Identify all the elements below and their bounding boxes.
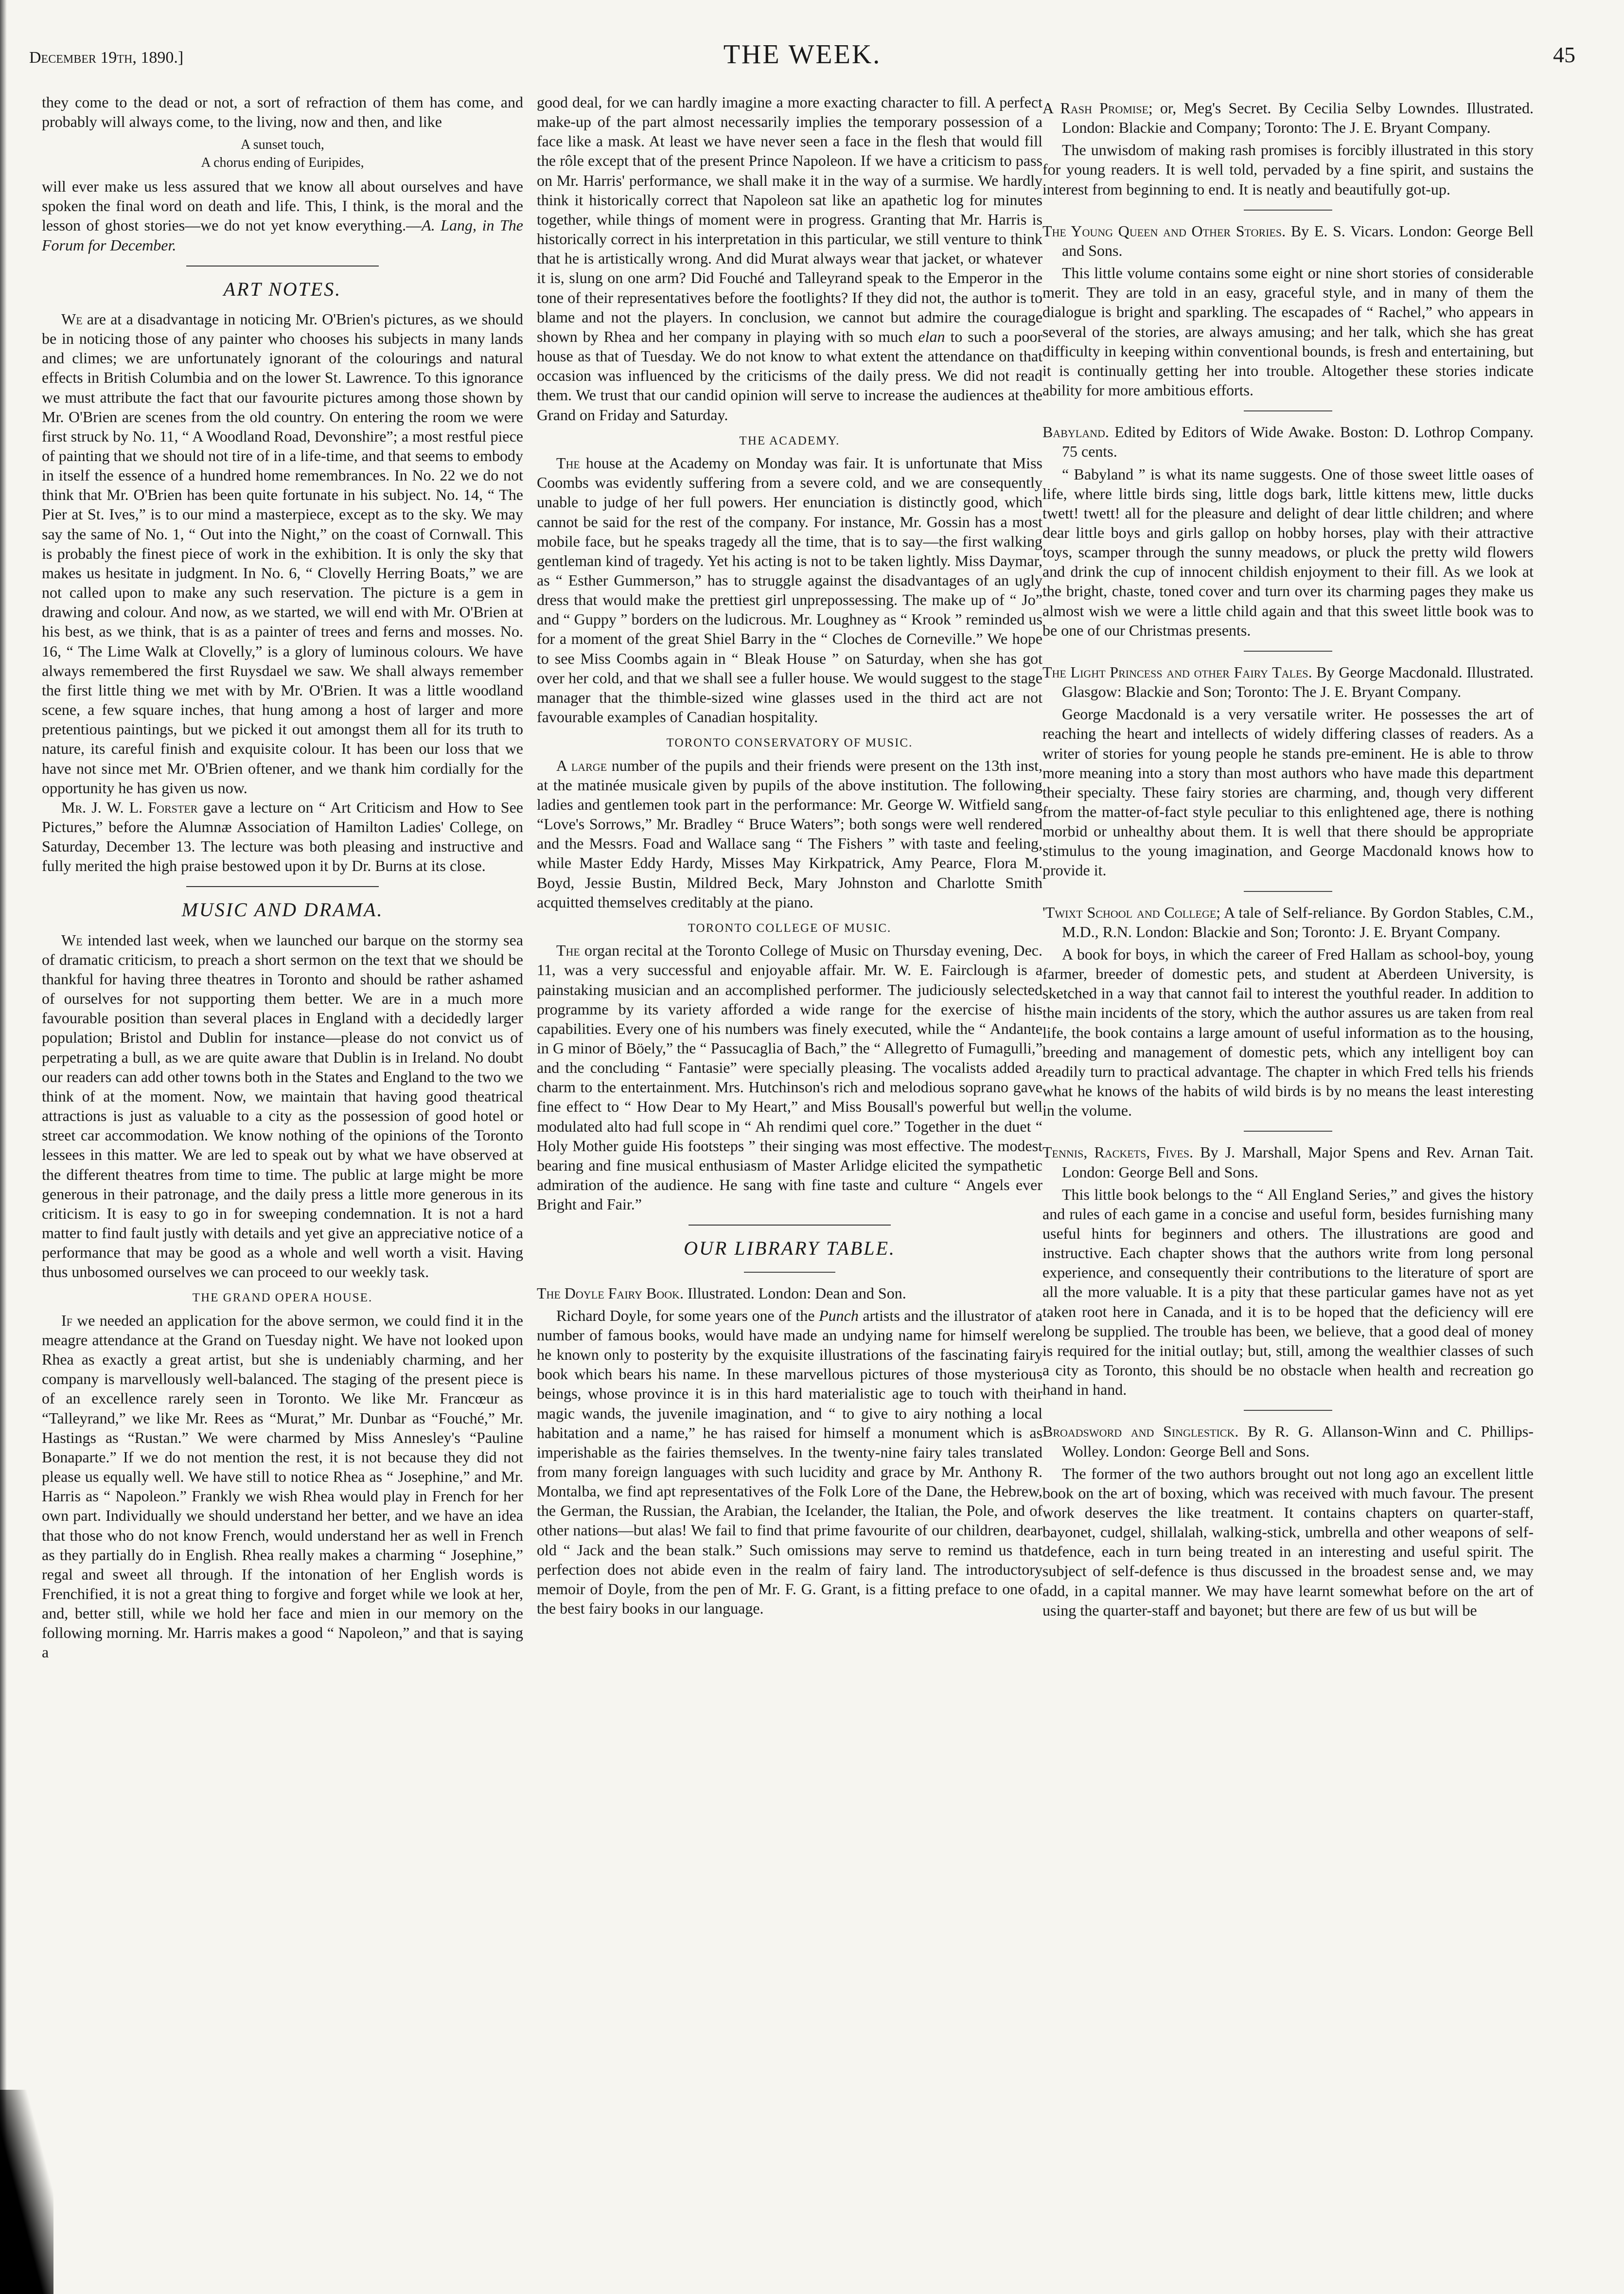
music-paragraph — [42, 930, 523, 1282]
column-2 — [537, 92, 1042, 2271]
book-publisher: A tale of Self-reliance. By Gordon Stables, C.M., M.D., R.N. London: Blackie and Son; Toronto: J. E. Bryant Company. — [1062, 903, 1534, 941]
conservatory-text: number of the pupils and their friends were present on the 13th inst, at the matinée musicale given by pupils of the above institution. The following ladies and gentlemen took part in the performance: Mr. George W. Witfield sang “Love's Sorrows,” Mr. Bradley “ Bruce Waters”; both songs were well rendered and the Messrs. Foad and Wallace sang “ The Fishers ” with taste and feeling, while Master Eddy Hardy, Misses May Kirkpatrick, Amy Pearce, Flora M. Boyd, Jessie Bustin, Mildred Beck, Mary Johnston and Charlotte Smith acquitted themselves creditably at the piano. — [537, 756, 1042, 911]
college-lead: The — [556, 942, 580, 960]
book-publisher: By E. S. Vicars. London: George Bell and Sons. — [1062, 222, 1534, 259]
divider — [186, 886, 379, 887]
page-spine-shadow — [0, 0, 7, 2294]
conservatory-subheading: TORONTO CONSERVATORY OF MUSIC. — [666, 736, 913, 750]
review-broadsword — [1042, 1422, 1534, 1620]
book-review-text: “ Babyland ” is what its name suggests. One of those sweet little oases of life, where little birds sing, little dogs bark, little kittens mew, little ducks twett! twett! all for the pleasure and delight of dear little children; and where dear little boys and girls gallop on hobby horses, play with their attractive toys, scamper through the sunny meadows, or pluck the pretty wild flowers and drink the cup of innocent childish enjoyment to their fill. As we look at the bright, chaste, toned cover and turn over its charming pages they make us almost wish we were a little child again and that this sweet little book was to be one of our Christmas presents. — [1042, 465, 1534, 639]
music-drama-heading: MUSIC AND DRAMA. — [181, 899, 384, 921]
book-heading — [1042, 98, 1534, 137]
opera-continued-paragraph — [537, 92, 1042, 425]
book-heading — [1042, 422, 1534, 461]
short-divider — [744, 1272, 835, 1273]
art-notes-heading: ART NOTES. — [223, 278, 342, 300]
doyle-review — [537, 1306, 1042, 1618]
book-title: A Rash Promise; — [1042, 99, 1153, 117]
academy-subheading: THE ACADEMY. — [739, 434, 840, 447]
opera-cont-text: good deal, for we can hardly imagine a more exacting character to fill. A perfect make-up of the part almost necessarily implies the temporary possession of a face like a mask. At least we have never seen a face in the flesh that would fill the rôle except that of the present Prince Napoleon. If we have a criticism to pass on Mr. Harris' performance, we shall make it in the way of a surmise. We hardly think it historically correct that Napoleon sat like an apathetic log for minutes together, while things of moment were in progress. Granting that Mr. Harris is historically correct in his interpretation in this particular, we still venture to think that he is artistically wrong. And did Murat always wear that jacket, or whatever it is, slung on one arm? Did Fouché and Talleyrand speak to the Emperor in the tone of their representatives before the footlights? If they did not, the author is to blame and not the players. In conclusion, we cannot but admire the courage shown by Rhea and her company in playing with so much — [537, 93, 1042, 345]
review-twixt-school — [1042, 903, 1534, 1120]
music-lead: We — [61, 931, 83, 949]
music-text: intended last week, when we launched our barque on the stormy sea of dramatic criticism, to preach a short sermon on the text that we should be thankful for having three theatres in Toronto and should be rather ashamed of ourselves for not supporting them better. We are in a much more favourable position than several places in England with a decidedly larger population; Bristol and Dublin for instance—please do not convict us of perpetrating a bull, as we are quite aware that Dublin is in Ireland. No doubt our readers can add other towns both in the States and England to the two we think of at the moment. Now, we maintain that having good theatrical attractions is just as valuable to a city as the possession of good hotel or street car accommodation. We know nothing of the opinions of the Toronto lessees in this matter. We are led to speak out by what we have observed at the different theatres from time to time. The public at large might be more generous in their patronage, and the daily press a little more generous in its criticism. It is easy to go in for sweeping condemnation. It is not a hard matter to find fault justly with details and yet give an appreciative notice of a performance that may be good as a whole and well worth a visit. Having thus unbosomed ourselves we can proceed to our weekly task. — [42, 931, 523, 1281]
page-corner-shadow — [0, 2090, 53, 2294]
book-publisher: By George Macdonald. Illustrated. Glasgow: Blackie and Son; Toronto: The J. E. Bryant Company. — [1062, 663, 1534, 701]
college-subheading: TORONTO COLLEGE OF MUSIC. — [688, 921, 892, 935]
book-publisher: By J. Marshall, Major Spens and Rev. Arnan Tait. London: George Bell and Sons. — [1062, 1143, 1534, 1181]
short-divider — [1244, 651, 1332, 652]
book-review-text: A book for boys, in which the career of Fred Hallam as school-boy, young farmer, breeder of domestic pets, and student at Aberdeen University, is sketched in a way that cannot fail to interest the youthful reader. In addition to the main incidents of the story, which the author assures us are taken from real life, the book contains a large amount of useful information as to the housing, breeding and management of domestic pets, which any intelligent boy can readily turn to practical advantage. The chapter in which Fred tells his friends what he knows of the habits of wild birds is by no means the least interesting in the volume. — [1042, 945, 1534, 1120]
opera-cont-text-2: to such a poor house as that of Tuesday. We do not know to what extent the attendance on that occasion was influenced by the criticisms of the daily press. We did not read them. We trust that our candid opinion will serve to increase the audiences at the Grand on Friday and Saturday. — [537, 327, 1042, 424]
book-publisher: Edited by Editors of Wide Awake. Boston: D. Lothrop Company. 75 cents. — [1062, 423, 1534, 461]
book-review-text: This little volume contains some eight or nine short stories of considerable merit. They are told in an easy, graceful style, and in many of them the dialogue is bright and sparkling. The escapades of “ Rachel,” who appears in several of the stories, are always amusing; and her talk, which she has great difficulty in keeping within conventional bounds, is fresh and entertaining, but it is continually getting her into trouble. Altogether these stories indicate ability for more ambitious efforts. — [1042, 264, 1534, 399]
opera-paragraph — [42, 1311, 523, 1662]
art-text-2: gave a lecture on “ Art Criticism and How to See Pictures,” before the Alumnæ Association of Hamilton Ladies' College, on Saturday, December 13. The lecture was both pleasing and instructive and fully merited the high praise bestowed upon it by Dr. Burns at its close. — [42, 798, 523, 875]
art-lead: We — [61, 310, 83, 328]
book-title: Broadsword and Singlestick. — [1042, 1423, 1239, 1440]
book-heading — [1042, 1422, 1534, 1460]
academy-paragraph — [537, 453, 1042, 727]
review-young-queen — [1042, 221, 1534, 400]
lang-paragraph-2 — [42, 177, 523, 255]
review-babyland — [1042, 422, 1534, 640]
grand-opera-subheading: THE GRAND OPERA HOUSE. — [192, 1291, 373, 1305]
short-divider — [1244, 1410, 1332, 1411]
book-title: The Young Queen and Other Stories. — [1042, 222, 1286, 240]
academy-lead: The — [556, 454, 580, 472]
college-text: organ recital at the Toronto College of Music on Thursday evening, Dec. 11, was a very successful and enjoyable affair. Mr. W. E. Fairclough is a painstaking musician and an accomplished performer. The judiciously selected programme by its variety afforded a wide range for the exercise of his capabilities. Every one of his numbers was finely executed, while the “ Andante in G minor of Böely,” the “ Passucaglia of Bach,” the “ Allegretto of Fumagulli,” and the concluding “ Fantasie” were specially pleasing. The vocalists added a charm to the entertainment. Mrs. Hutchinson's rich and melodious soprano gave fine effect to “ How Dear to My Heart,” and Miss Bousall's powerful but well modulated alto had full scope in “ Ah rendimi quel core.” Together in the duet “ Holy Mother guide His footsteps ” their singing was most effective. The modest bearing and fine musical enthusiasm of Master Arlidge elicited the sympathetic admiration of the audience. He sang with fine taste and culture “ Angels ever Bright and Fair.” — [537, 942, 1042, 1213]
review-rash-promise — [1042, 98, 1534, 199]
art-lead-2: Mr. J. W. L. Forster — [61, 798, 198, 816]
conservatory-lead: A large — [556, 756, 607, 774]
book-review-text: This little book belongs to the “ All England Series,” and gives the history and rules of each game in a concise and useful form, besides furnishing many useful hints for beginners and others. The illustrations are good and instructive. Each chapter shows that the authors write from long personal experience, and consequently their contributions to the literature of sport are all the more valuable. It is a pity that these particular games have not as yet taken root here in Canada, and it is to be hoped that the deficiency will ere long be supplied. The trouble has been, we believe, that a good deal of money is required for the initial outlay; but, still, among the wealthier classes of such a city as Toronto, this should be no obstacle when health and recreation go hand in hand. — [1042, 1185, 1534, 1399]
divider — [186, 266, 379, 267]
short-divider — [1244, 1131, 1332, 1132]
college-paragraph — [537, 941, 1042, 1214]
book-review-text: George Macdonald is a very versatile writer. He possesses the art of reaching the heart and intellects of widely differing classes of readers. As a writer of stories for young people he stands pre-eminent. He is able to throw more meaning into a story than most authors who have made this department their specialty. These fairy stories are charming, and, though very different from the matter-of-fact style peculiar to this enlightened age, there is nothing morbid or unhealthy about them. It is well that there should be appropriate stimulus to the young imagination, and George Macdonald knows how to provide it. — [1042, 705, 1534, 879]
doyle-book-publisher: Illustrated. London: Dean and Son. — [684, 1284, 906, 1302]
doyle-text-2: artists and the illustrator of a number of famous books, would have made an undying name for himself were he known only to posterity by the exquisite illustrations of the fascinating fairy book which bears his name. In these marvellous pictures of those mysterious beings, whose province it is in this hard materialistic age to touch with their magic wands, the juvenile imagination, and “ to give to airy nothing a local habitation and a name,” he has raised for himself a monument which is as imperishable as the fairies themselves. In the twenty-nine fairy tales translated from many foreign languages with such lucidity and grace by Mr. Anthony R. Montalba, we find apt representatives of the Folk Lore of the Dane, the Hebrew, the German, the Russian, the Arabian, the Icelander, the Italian, the Pole, and of other nations—but alas! We fail to find that prime favourite of our children, dear old “ Jack and the bean stalk.” Such omissions may serve to remind us that perfection does not abide even in the realm of fairy land. The introductory memoir of Doyle, from the pen of Mr. F. G. Grant, is a fitting preface to one of the best fairy books in our language. — [537, 1306, 1042, 1618]
conservatory-paragraph — [537, 756, 1042, 912]
book-heading — [1042, 662, 1534, 701]
library-table-heading: OUR LIBRARY TABLE. — [684, 1237, 896, 1260]
book-heading — [1042, 1142, 1534, 1181]
masthead-title: THE WEEK. — [723, 39, 882, 70]
page-header — [29, 39, 1575, 73]
punch-word: Punch — [819, 1306, 859, 1324]
issue-date: December 19th, 1890.] — [29, 49, 184, 67]
short-divider — [1244, 410, 1332, 411]
book-review-text: The former of the two authors brought out not long ago an excellent little book on the art of boxing, which was received with much favour. The present work deserves the like treatment. It contains chapters on quarter-staff, bayonet, cudgel, shillalah, walking-stick, umbrella and other weapons of self-defence, each in turn being treated in an interesting and useful spirit. The subject of self-defence is thus discussed in the broadest sense and, we may add, in a capital manner. We may have learnt somewhat before on the art of using the quarter-staff and bayonet; but there are few of us but will be — [1042, 1464, 1534, 1619]
elan-word: elan — [918, 327, 945, 345]
review-tennis — [1042, 1142, 1534, 1399]
lang-paragraph: they come to the dead or not, a sort of refraction of them has come, and probably will always come, to the living, now and then, and like — [42, 93, 523, 131]
opera-text: we needed an application for the above sermon, we could find it in the meagre attendance at the Grand on Tuesday night. We have not looked upon Rhea as exactly a great artist, but she is undeniably charming, and her company is marvellously well-balanced. The staging of the present piece is of an excellence rarely seen in Toronto. We like Mr. Francœur as “Talleyrand,” we like Mr. Rees as “Murat,” Mr. Dunbar as “Fouché,” Mr. Hastings as “Rustan.” We were charmed by Miss Annesley's “Pauline Bonaparte.” If we do not mention the rest, it is not because they did not please us equally well. We have still to notice Rhea as “ Josephine,” and Mr. Harris as “ Napoleon.” Frankly we wish Rhea would play in French for her own part. Individually we should understand her better, and we have an idea that those who do not know French, would understand her as well in French as they partially do in English. Rhea really makes a charming “ Josephine,” regal and sweet all through. If the intonation of her English words is Frenchified, it is not a great thing to forgive and forget while we look at her, and, better still, while we hold her face and mien in our memory on the following morning. Mr. Harris makes a good “ Napoleon,” and that is saying a — [42, 1311, 523, 1661]
art-paragraph-1 — [42, 309, 523, 798]
verse-line-1: A sunset touch, — [241, 137, 324, 153]
review-light-princess — [1042, 662, 1534, 880]
art-paragraph-2 — [42, 798, 523, 876]
short-divider — [1244, 891, 1332, 892]
book-heading — [1042, 221, 1534, 260]
book-title: 'Twixt School and College; — [1042, 903, 1221, 921]
opera-lead: If — [61, 1311, 72, 1329]
column-3 — [1042, 92, 1534, 2271]
page-number: 45 — [1553, 42, 1575, 67]
lang-text: will ever make us less assured that we know all about ourselves and have spoken the final word on death and life. This, I think, is the moral and the lesson of ghost stories—we do not yet know everything.— — [42, 178, 523, 234]
academy-text: house at the Academy on Monday was fair. It is unfortunate that Miss Coombs was evidently suffering from a severe cold, and we are consequently unable to judge of her full powers. Her enunciation is distinctly good, which cannot be said for the rest of the company. For instance, Mr. Gossin has a most mobile face, but he speaks tragedy all the time, that is to say—the first walking gentleman kind of tragedy. Yet his acting is not to be taken lightly. Miss Daymar, as “ Esther Gummerson,” has to struggle against the disadvantages of an ugly dress that would make the prettiest girl unprepossessing. The make up of “ Jo” and “ Guppy ” borders on the ludicrous. Mr. Loughney as “ Krook ” reminded us for a moment of the great Shiel Barry in the “ Cloches de Corneville.” We hope to see Miss Coombs again in “ Bleak House ” on Saturday, when she has got over her cold, and that we shall see a fuller house. We would suggest to the stage manager that the thimble-sized wine glasses used in the third act are not favourable examples of Canadian hospitality. — [537, 454, 1042, 726]
doyle-book-heading — [537, 1283, 1042, 1303]
book-title: Babyland. — [1042, 423, 1109, 441]
verse-line-2: A chorus ending of Euripides, — [201, 155, 364, 170]
book-title: The Light Princess and other Fairy Tales. — [1042, 663, 1312, 681]
book-heading — [1042, 903, 1534, 942]
short-divider — [1244, 210, 1332, 211]
verse-quote — [42, 136, 523, 172]
book-publisher: or, Meg's Secret. By Cecilia Selby Lowndes. Illustrated. London: Blackie and Company; Toronto: The J. E. Bryant Company. — [1062, 99, 1534, 137]
book-title: Tennis, Rackets, Fives. — [1042, 1143, 1194, 1161]
column-1 — [42, 92, 523, 2271]
book-review-text: The unwisdom of making rash promises is forcibly illustrated in this story for young readers. It is well told, pervaded by a fine spirit, and sustains the interest from beginning to end. It is neatly and beautifully got-up. — [1042, 141, 1534, 198]
divider — [688, 1225, 891, 1226]
lang-source: A. Lang, in The Forum for December. — [42, 216, 523, 254]
art-text-1: are at a disadvantage in noticing Mr. O'Brien's pictures, as we should be in noticing those of any painter who chooses his subjects in many lands and climes; we are unfortunately ignorant of the colourings and natural effects in British Columbia and on the lower St. Lawrence. To this ignorance we must attribute the fact that our favourite pictures among those shown by Mr. O'Brien are scenes from the old country. On entering the room we were first struck by No. 11, “ A Woodland Road, Devonshire”; a most restful piece of painting that we should not tire of in a life-time, and that seems to embody in itself the essence of a hundred home remembrances. In No. 22 we do not think that Mr. O'Brien has been quite fortunate in his subject. No. 14, “ The Pier at St. Ives,” is to our mind a masterpiece, except as to the sky. We may say the same of No. 1, “ Out into the Night,” on the coast of Cornwall. This is probably the finest piece of work in the exhibition. It is only the sky that makes us hesitate in judgment. In No. 6, “ Clovelly Herring Boats,” we are not called upon to make any such reservation. The picture is a gem in drawing and colour. And now, as we started, we will end with Mr. O'Brien at his best, as we think, that is as a painter of trees and ferns and mosses. No. 16, “ The Lime Walk at Clovelly,” is a glory of luminous colours. We have always remembered the first Ruysdael we saw. We shall always remember the first little thing we met with by Mr. O'Brien. It was a little woodland scene, a few square inches, that hung among a host of larger and more pretentious paintings, but we picked it out amongst them all for its truth to nature, its careful finish and exquisite colour. It has been our loss that we have not since met Mr. O'Brien oftener, and we thank him cordially for the opportunity he has given us now. — [42, 310, 523, 797]
doyle-book-title: The Doyle Fairy Book. — [537, 1284, 684, 1302]
book-publisher: By R. G. Allanson-Winn and C. Phillips-Wolley. London: George Bell and Sons. — [1062, 1423, 1534, 1460]
doyle-text-1: Richard Doyle, for some years one of the — [556, 1306, 819, 1324]
